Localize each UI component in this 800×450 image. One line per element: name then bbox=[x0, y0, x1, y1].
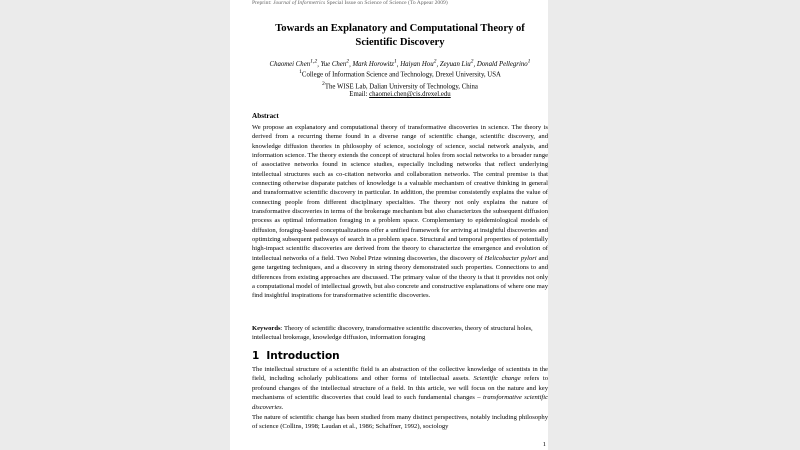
author: Zeyuan Liu$^2$ bbox=[439, 59, 474, 69]
paper-page bbox=[230, 0, 548, 450]
preprint-header: Preprint: Journal of Informetrics Special Issue on Science of Science (To Appear 2009) bbox=[252, 0, 448, 6]
abstract-body: We propose an explanatory and computational theory of transformative discoveries in science. The theory is derived from a recurring theme found in a diverse range of scientific change, scientific discovery, and knowledge diffusion theories in philosophy of science, sociology of science, social network analysis, and information science. The theory extends the concept of structural holes from social networks to a broader range of associative networks found in science studies, especially including networks that reflect underlying intellectual structures such as co-citation networks and collaboration networks. The central premise is that connecting otherwise disparate patches of knowledge is a valuable mechanism of creative thinking in general and transformative scientific discovery in particular. In addition, the premise consistently explains the value of connecting people from different disciplinary specialties. The theory not only explains the nature of transformative discoveries in terms of the brokerage mechanism but also characterizes the subsequent diffusion process as optimal information foraging in a problem space. Complementary to epidemiological models of diffusion, foraging-based conceptualizations offer a unified framework for arriving at insightful discoveries and optimizing subsequent pathways of search in a problem space. Structural and temporal properties of potentially high-impact scientific discoveries are derived from the theory to characterize the emergence and evolution of intellectual networks of a field. Two Nobel Prize winning discoveries, the discovery of Helicobacter pylori and gene targeting techniques, and a discovery in string theory demonstrated such properties. Connections to and differences from existing approaches are discussed. The primary value of the theory is that it provides not only a computational model of intellectual growth, but also concrete and constructive explanations of where one may find insightful inspirations for transformative scientific discoveries. bbox=[252, 124, 548, 300]
intro-paragraph: The intellectual structure of a scientific field is an abstraction of the collective knowledge of scientists in the field, including scholarly publications and other forms of intellectual assets. Scientific change refers to profound changes of the intellectual structure of a field. In this article, we will focus on the nature and key mechanisms of scientific discoveries that could lead to such fundamental changes – transformative scientific discoveries. bbox=[252, 366, 548, 411]
author-list: Chaomei Chen$^{1,2}$, Yue Chen$^2$, Mark Horowitz$^1$, Haiyan Hou$^2$, Zeyuan Liu$^2$, Donald Pellegrino$^1$ bbox=[269, 59, 531, 69]
intro-paragraph: The nature of scientific change has been studied from many distinct perspectives, notably including philosophy of science (Collins, 1998; Laudan et al., 1986; Schaffner, 1992), sociology bbox=[252, 414, 548, 431]
keywords: Keywords: Theory of scientific discovery, transformative scientific discoveries, theory of structural holes, intellectual brokerage, knowledge diffusion, information foraging bbox=[252, 325, 533, 342]
author: Haiyan Hou$^2$ bbox=[400, 59, 437, 69]
author: Yue Chen$^2$ bbox=[320, 59, 350, 69]
author: Chaomei Chen$^{1,2}$ bbox=[269, 59, 318, 69]
author: Donald Pellegrino$^1$ bbox=[476, 59, 531, 69]
contact-email: Email: chaomei.chen@cis.drexel.edu bbox=[349, 91, 451, 98]
section-heading: 1 Introduction bbox=[252, 350, 340, 362]
affiliation-1: $^1$College of Information Science and Technology, Drexel University, USA bbox=[299, 69, 501, 79]
affiliation-2: $^2$The WISE Lab, Dalian University of Technology, China bbox=[322, 81, 478, 91]
abstract-heading: Abstract bbox=[252, 112, 279, 120]
email-link[interactable]: chaomei.chen@cis.drexel.edu bbox=[369, 91, 451, 98]
paper-title: Towards an Explanatory and Computational Theory of Scientific Discovery bbox=[275, 23, 525, 48]
author: Mark Horowitz$^1$ bbox=[352, 59, 397, 69]
introduction-body bbox=[252, 365, 548, 433]
page-number: 1 bbox=[542, 441, 546, 448]
